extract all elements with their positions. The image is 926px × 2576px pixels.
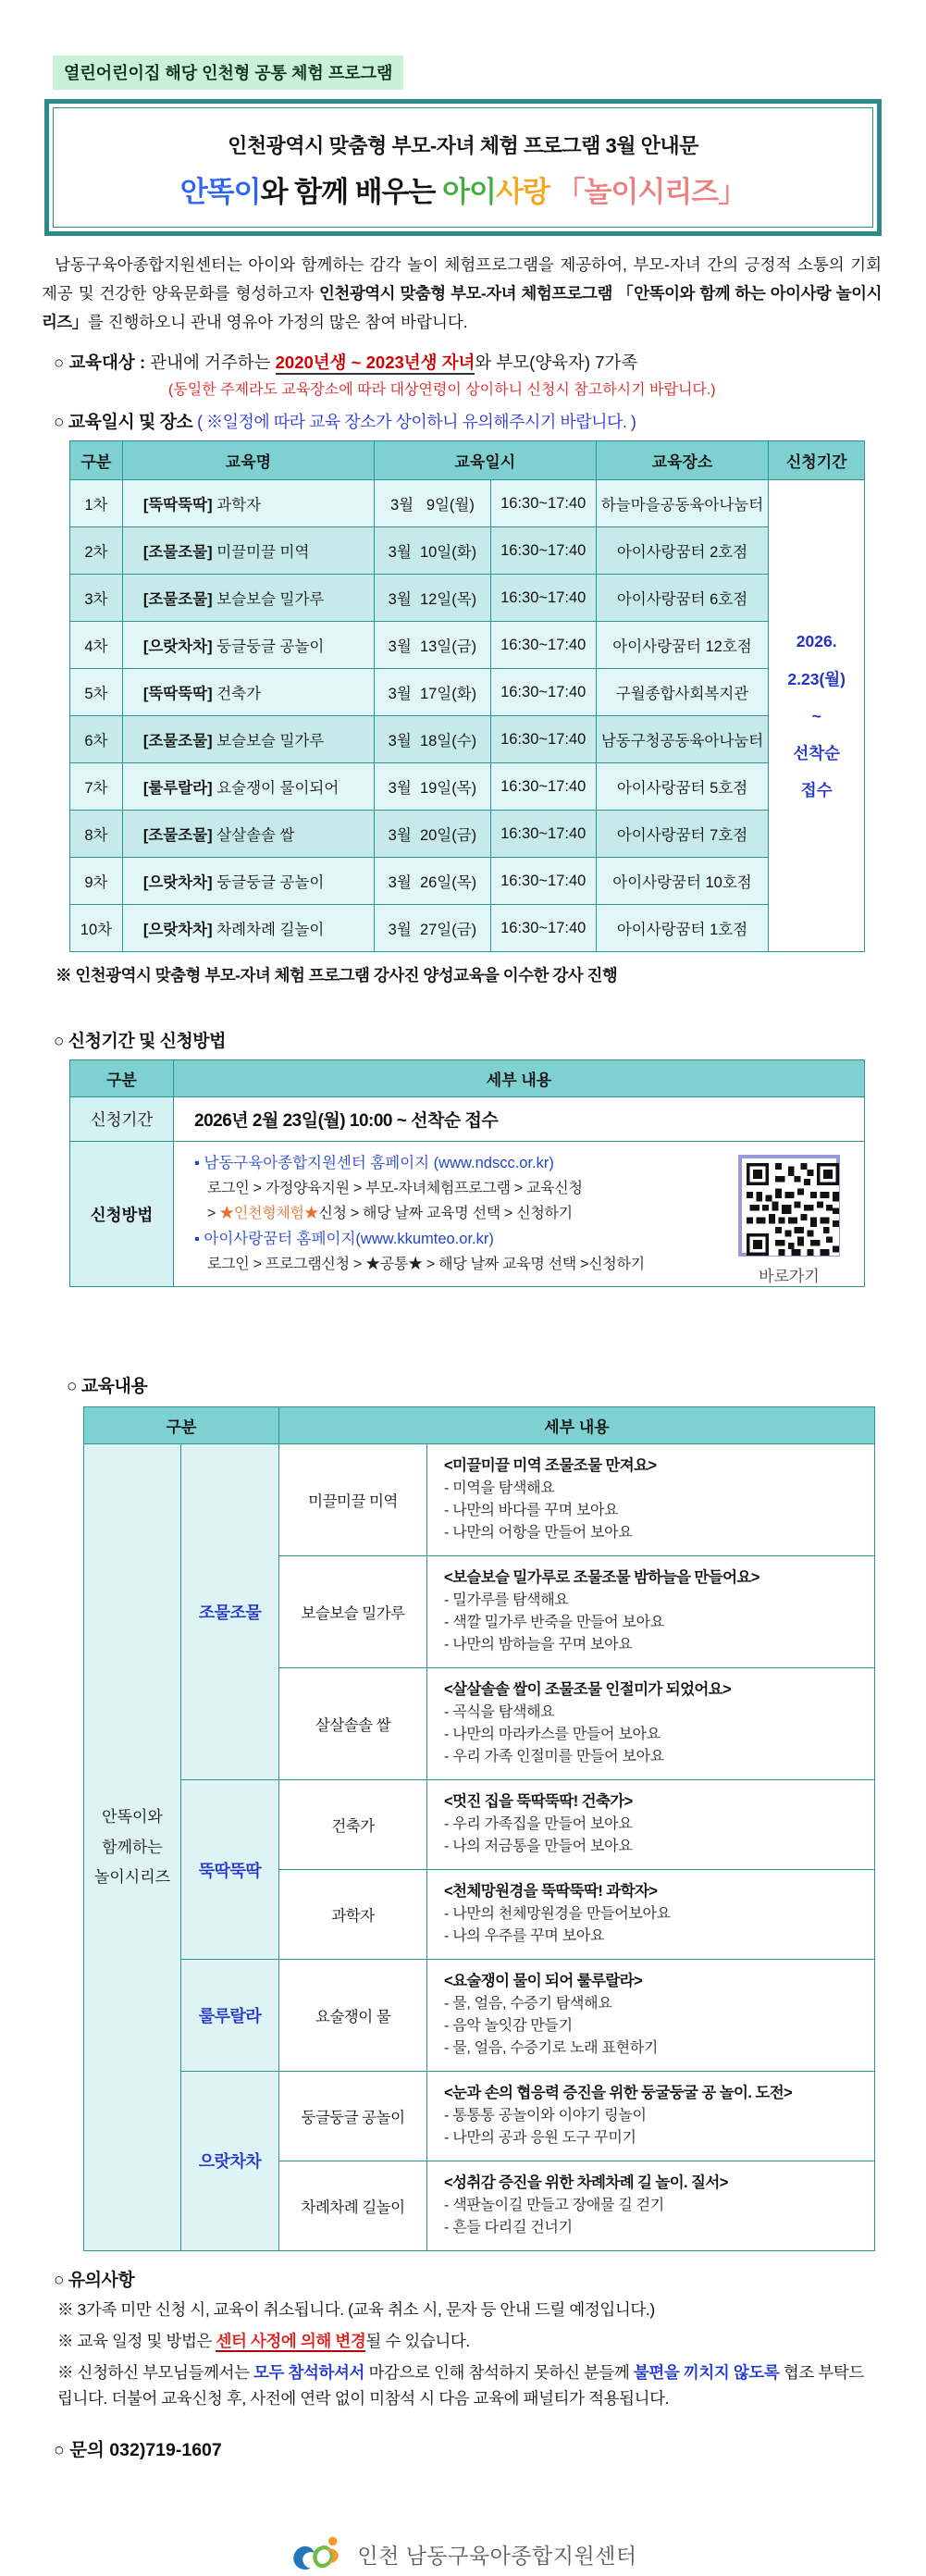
table-row xyxy=(84,1444,875,1556)
cell-place: 아이사랑꿈터 5호점 xyxy=(596,763,769,811)
series-label-cell xyxy=(84,1444,181,2250)
cell-place: 아이사랑꿈터 7호점 xyxy=(596,811,769,858)
cell-date: 3월 27일(금) xyxy=(374,905,490,952)
activity-cell: 살살솔솔 쌀 xyxy=(279,1668,427,1780)
cell-no: 5차 xyxy=(70,669,123,716)
detail-title: <미끌미끌 미역 조물조물 만져요> xyxy=(444,1457,657,1475)
qr-code[interactable] xyxy=(738,1155,840,1257)
site1-path2-star: ★인천형체험★ xyxy=(219,1206,319,1222)
detail-cell xyxy=(427,1444,875,1556)
cell-date: 3월 18일(수) xyxy=(374,716,490,763)
footer-org-name: 인천 남동구육아종합지원센터 xyxy=(357,2544,637,2569)
note3-post: 협조 부탁드립니다. 더불어 교육신청 후, 사전에 연락 없이 미참석 시 다음 교육에 패널티가 적용됩니다. xyxy=(57,2362,864,2408)
content-col-label: 구분 xyxy=(84,1407,279,1444)
note3-mid: 마감으로 인해 참석하지 못하신 분들께 xyxy=(364,2362,634,2382)
detail-bullet: - 나만의 바다를 꾸며 보아요 xyxy=(444,1503,619,1519)
detail-bullet: - 나만의 어항을 만들어 보아요 xyxy=(444,1525,633,1542)
target-line xyxy=(54,350,926,374)
apply-period-value: 2026년 2월 23일(월) 10:00 ~ 선착순 접수 xyxy=(194,1111,499,1132)
cell-place: 아이사랑꿈터 10호점 xyxy=(596,858,769,905)
note2-pre: ※ 교육 일정 및 방법은 xyxy=(57,2331,216,2350)
cell-time: 16:30~17:40 xyxy=(490,763,596,811)
cell-name-title: 살살솔솔 쌀 xyxy=(216,827,295,845)
cell-name-tag: [뚝딱뚝딱] xyxy=(142,497,213,514)
content-col-detail: 세부 내용 xyxy=(279,1407,875,1444)
col-header-no: 구분 xyxy=(70,441,123,480)
site2-link[interactable]: ▪ 아이사랑꿈터 홈페이지(www.kkumteo.or.kr) xyxy=(194,1230,494,1247)
apply-heading: ○ 신청기간 및 신청방법 xyxy=(54,1032,226,1052)
footer xyxy=(0,2533,926,2576)
cell-name xyxy=(122,480,374,527)
table-row xyxy=(70,575,865,622)
intro-seg1: 남동구육아종합지원센터는 아이와 함께하는 감각 놀이 체험프로그램을 제공하여, 부모-자녀 간의 긍정적 소통의 기회 제공 및 건강한 양육문화를 형성하고자 xyxy=(42,255,882,303)
apply-col-detail: 세부 내용 xyxy=(174,1060,865,1097)
table-row xyxy=(70,527,865,575)
cell-place: 구월종합사회복지관 xyxy=(596,669,769,716)
table-row xyxy=(84,1960,875,2072)
detail-bullet: - 통통통 공놀이와 이야기 링놀이 xyxy=(444,2107,647,2124)
title-mascot: 안똑이 xyxy=(179,176,261,208)
apply-method-label-text: 신청방법 xyxy=(90,1205,154,1224)
table-row xyxy=(70,858,865,905)
group-label-eurat: 으랏차차 xyxy=(181,2072,279,2251)
col-header-name: 교육명 xyxy=(122,441,374,480)
activity-cell: 미끌미끌 미역 xyxy=(279,1444,427,1556)
contact-phone: 032)719-1607 xyxy=(109,2439,222,2460)
title-word-ai: 아이 xyxy=(442,176,496,208)
detail-title: <멋진 집을 뚝딱뚝딱! 건축가> xyxy=(444,1793,633,1811)
detail-bullet: - 곡식을 탐색해요 xyxy=(444,1704,555,1721)
col-header-place: 교육장소 xyxy=(596,441,769,480)
cell-name xyxy=(122,669,374,716)
detail-cell xyxy=(427,1668,875,1780)
table-row xyxy=(84,1780,875,1870)
detail-cell xyxy=(427,1960,875,2072)
note2-red: 센터 사정에 의해 변경 xyxy=(216,2331,366,2350)
site1-path2-post: 신청 > 해당 날짜 교육명 선택 > 신청하기 xyxy=(318,1206,573,1222)
detail-cell xyxy=(427,2161,875,2250)
series-line: 안똑이와 xyxy=(102,1808,163,1827)
note-line-1: ※ 3가족 미만 신청 시, 교육이 취소됩니다. (교육 취소 시, 문자 등 안내 드릴 예정입니다.) xyxy=(57,2299,655,2319)
detail-title: <보슬보슬 밀가루로 조물조물 밤하늘을 만들어요> xyxy=(444,1569,759,1587)
cell-name xyxy=(122,811,374,858)
content-header-row xyxy=(84,1407,875,1444)
note-line-2 xyxy=(57,2328,872,2354)
title-box xyxy=(44,99,882,236)
col-header-datetime: 교육일시 xyxy=(374,441,596,480)
cell-place: 아이사랑꿈터 6호점 xyxy=(596,575,769,622)
table-row xyxy=(70,811,865,858)
apply-header-row xyxy=(70,1060,865,1097)
title-series: 「놀이시리즈」 xyxy=(549,176,747,208)
apply-method-cell xyxy=(174,1142,865,1287)
detail-bullet: - 물, 얼음, 수증기 탐색해요 xyxy=(444,1996,612,2012)
target-pre: 관내에 거주하는 xyxy=(150,353,276,373)
col-header-period: 신청기간 xyxy=(769,441,865,480)
schedule-heading-note: ( ※일정에 따라 교육 장소가 상이하니 유의해주시기 바랍니다. ) xyxy=(197,413,636,432)
cell-time: 16:30~17:40 xyxy=(490,527,596,575)
intro-seg2-bold: 인천광역시 맞춤형 부모-자녀 체험프로그램 「안똑이와 함께 하는 아이사랑 놀이시리즈」 xyxy=(42,284,882,332)
detail-title: <요술쟁이 물이 되어 룰루랄라> xyxy=(444,1973,643,1990)
cell-time: 16:30~17:40 xyxy=(490,480,596,527)
title-line1: 인천광역시 맞춤형 부모-자녀 체험 프로그램 3월 안내문 xyxy=(228,134,698,157)
cell-name xyxy=(122,763,374,811)
cell-name xyxy=(122,905,374,952)
note-line-3 xyxy=(57,2359,872,2411)
center-logo-icon xyxy=(289,2533,348,2576)
series-line: 놀이시리즈 xyxy=(93,1867,171,1886)
detail-bullet: - 흔들 다리길 건너기 xyxy=(444,2219,573,2235)
cell-no: 6차 xyxy=(70,716,123,763)
instructor-footnote: ※ 인천광역시 맞춤형 부모-자녀 체험 프로그램 강사진 양성교육을 이수한 강사 진행 xyxy=(56,966,618,985)
cell-name-tag: [뚝딱뚝딱] xyxy=(142,686,213,703)
cell-name xyxy=(122,716,374,763)
table-row xyxy=(70,480,865,527)
cell-name-title: 차례차례 길놀이 xyxy=(216,922,325,939)
cell-time: 16:30~17:40 xyxy=(490,858,596,905)
qr-code-image xyxy=(747,1163,839,1256)
qr-label: 바로가기 xyxy=(759,1268,820,1286)
content-table xyxy=(83,1406,875,2250)
group-label-lullu: 룰루랄라 xyxy=(181,1960,279,2072)
detail-bullet: - 미역을 탐색해요 xyxy=(444,1480,555,1497)
site2-path: 로그인 > 프로그램신청 > ★공통★ > 해당 날짜 교육명 선택 >신청하기 xyxy=(207,1256,645,1272)
detail-bullet: - 색판놀이길 만들고 장애물 길 걷기 xyxy=(444,2197,664,2213)
cell-no: 7차 xyxy=(70,763,123,811)
cell-no: 4차 xyxy=(70,622,123,669)
cell-name-tag: [으랏차차] xyxy=(142,638,213,656)
detail-bullet: - 나의 우주를 꾸며 보아요 xyxy=(444,1928,605,1945)
cell-date: 3월 20일(금) xyxy=(374,811,490,858)
title-inner xyxy=(53,107,873,228)
note3-blue1: 모두 참석하셔서 xyxy=(253,2362,365,2382)
cell-time: 16:30~17:40 xyxy=(490,575,596,622)
table-row xyxy=(70,763,865,811)
target-post: 와 부모(양육자) 7가족 xyxy=(475,353,638,373)
cell-place: 아이사랑꿈터 12호점 xyxy=(596,622,769,669)
cell-name-tag: [으랏차차] xyxy=(142,922,213,939)
cell-name-title: 과학자 xyxy=(216,497,262,514)
activity-cell: 보슬보슬 밀가루 xyxy=(279,1556,427,1668)
cell-name-title: 건축가 xyxy=(216,686,262,703)
cell-name-tag: [룰루랄라] xyxy=(142,780,213,798)
qr-block xyxy=(735,1155,844,1291)
schedule-heading-label: ○ 교육일시 및 장소 xyxy=(54,413,198,433)
detail-bullet: - 색깔 밀가루 반죽을 만들어 보아요 xyxy=(444,1615,664,1631)
cell-name-tag: [조물조물] xyxy=(142,827,213,845)
cell-name-tag: [조물조물] xyxy=(142,591,213,609)
cell-name xyxy=(122,622,374,669)
cell-name-title: 보슬보슬 밀가루 xyxy=(216,733,325,750)
period-line: 2.23(월) xyxy=(787,669,846,688)
content-heading: ○ 교육내용 xyxy=(67,1377,148,1397)
apply-method-label xyxy=(70,1142,174,1287)
activity-cell: 과학자 xyxy=(279,1870,427,1960)
detail-title: <천체망원경을 뚝딱뚝딱! 과학자> xyxy=(444,1883,658,1901)
cell-name xyxy=(122,575,374,622)
intro-seg3: 를 진행하오니 관내 영유아 가정의 많은 참여 바랍니다. xyxy=(87,313,468,332)
detail-title: <성취감 증진을 위한 차례차례 길 놀이. 질서> xyxy=(444,2174,728,2191)
cell-date: 3월 13일(금) xyxy=(374,622,490,669)
cell-time: 16:30~17:40 xyxy=(490,669,596,716)
cell-time: 16:30~17:40 xyxy=(490,716,596,763)
cell-name-title: 미끌미끌 미역 xyxy=(216,544,310,562)
detail-bullet: - 나의 저금통을 만들어 보아요 xyxy=(444,1839,633,1855)
cell-place: 남동구청공동육아나눔터 xyxy=(596,716,769,763)
detail-bullet: - 우리 가족집을 만들어 보아요 xyxy=(444,1816,633,1833)
site1-path2 xyxy=(194,1202,707,1227)
site1-link[interactable]: ▪ 남동구육아종합지원센터 홈페이지 (www.ndscc.or.kr) xyxy=(194,1155,554,1172)
cell-date: 3월 26일(목) xyxy=(374,858,490,905)
period-line: 선착순 xyxy=(793,744,841,763)
schedule-heading xyxy=(54,408,926,433)
notes-heading: ○ 유의사항 xyxy=(54,2270,135,2290)
detail-bullet: - 음악 놀잇감 만들기 xyxy=(444,2018,573,2035)
cell-date: 3월 10일(화) xyxy=(374,527,490,575)
cell-place: 아이사랑꿈터 2호점 xyxy=(596,527,769,575)
activity-cell: 차례차례 길놀이 xyxy=(279,2161,427,2250)
cell-no: 1차 xyxy=(70,480,123,527)
period-line: ~ xyxy=(811,706,821,725)
group-label-ttukttak: 뚝딱뚝딱 xyxy=(181,1780,279,1960)
contact-label: ○ 문의 xyxy=(54,2439,110,2460)
group-label-jomul: 조물조물 xyxy=(181,1444,279,1780)
detail-cell xyxy=(427,1870,875,1960)
table-row xyxy=(84,2072,875,2161)
activity-cell: 요술쟁이 물 xyxy=(279,1960,427,2072)
title-line2 xyxy=(61,168,865,210)
note2-post: 될 수 있습니다. xyxy=(365,2331,470,2350)
note3-pre: ※ 신청하신 부모님들께서는 xyxy=(57,2362,254,2382)
cell-time: 16:30~17:40 xyxy=(490,622,596,669)
series-line: 함께하는 xyxy=(102,1838,163,1856)
table-row xyxy=(70,1097,865,1142)
cell-name-title: 보슬보슬 밀가루 xyxy=(216,591,325,609)
cell-name-tag: [조물조물] xyxy=(142,544,213,562)
table-row xyxy=(70,1142,865,1287)
cell-name-title: 둥글둥글 공놀이 xyxy=(216,638,325,656)
cell-no: 2차 xyxy=(70,527,123,575)
detail-bullet: - 나만의 공과 응원 도구 꾸미기 xyxy=(444,2129,636,2146)
apply-table xyxy=(69,1059,865,1287)
cell-name xyxy=(122,858,374,905)
cell-no: 8차 xyxy=(70,811,123,858)
detail-title: <살살솔솔 쌀이 조물조물 인절미가 되었어요> xyxy=(444,1681,732,1699)
cell-date: 3월 17일(화) xyxy=(374,669,490,716)
detail-cell xyxy=(427,1780,875,1870)
target-label: ○ 교육대상 : xyxy=(54,353,151,373)
cell-name-tag: [조물조물] xyxy=(142,733,213,750)
program-badge: 열린어린이집 해당 인천형 공통 체험 프로그램 xyxy=(53,56,403,90)
detail-cell xyxy=(427,1556,875,1668)
detail-bullet: - 나만의 천체망원경을 만들어보아요 xyxy=(444,1906,671,1923)
schedule-header-row xyxy=(70,441,865,480)
cell-time: 16:30~17:40 xyxy=(490,905,596,952)
cell-name-tag: [으랏차차] xyxy=(142,874,213,892)
cell-date: 3월 12일(목) xyxy=(374,575,490,622)
cell-date: 3월 9일(월) xyxy=(374,480,490,527)
cell-no: 9차 xyxy=(70,858,123,905)
intro-paragraph xyxy=(42,251,882,337)
activity-cell: 둥글둥글 공놀이 xyxy=(279,2072,427,2161)
cell-place: 하늘마을공동육아나눔터 xyxy=(596,480,769,527)
detail-title: <눈과 손의 협응력 증진을 위한 둥굴둥굴 공 놀이. 도전> xyxy=(444,2085,793,2102)
table-row xyxy=(70,622,865,669)
cell-date: 3월 19일(목) xyxy=(374,763,490,811)
site1-path2-pre: > xyxy=(207,1206,220,1222)
cell-place: 아이사랑꿈터 1호점 xyxy=(596,905,769,952)
cell-name-title: 요술쟁이 물이되어 xyxy=(216,780,340,798)
detail-cell xyxy=(427,2072,875,2161)
table-row xyxy=(70,905,865,952)
apply-period-label: 신청기간 xyxy=(70,1097,174,1142)
detail-bullet: - 우리 가족 인절미를 만들어 보아요 xyxy=(444,1749,664,1765)
table-row xyxy=(70,669,865,716)
period-line: 2026. xyxy=(796,632,837,651)
detail-bullet: - 나만의 마라카스를 만들어 보아요 xyxy=(444,1727,661,1743)
cell-apply-period xyxy=(769,480,865,952)
table-row xyxy=(70,716,865,763)
site1-path1: 로그인 > 가정양육지원 > 부모-자녀체험프로그램 > 교육신청 xyxy=(207,1181,583,1197)
target-highlight: 2020년생 ~ 2023년생 자녀 xyxy=(276,353,475,375)
title-mid: 와 함께 배우는 xyxy=(260,176,443,208)
cell-time: 16:30~17:40 xyxy=(490,811,596,858)
apply-col-label: 구분 xyxy=(70,1060,174,1097)
title-word-sarang: 사랑 xyxy=(496,176,549,208)
detail-bullet: - 물, 얼음, 수증기로 노래 표현하기 xyxy=(444,2040,659,2057)
detail-bullet: - 밀가루를 탐색해요 xyxy=(444,1592,569,1609)
cell-name xyxy=(122,527,374,575)
cell-name-title: 둥글둥글 공놀이 xyxy=(216,874,325,892)
note3-blue2: 불편을 끼치지 않도록 xyxy=(633,2362,780,2382)
cell-no: 3차 xyxy=(70,575,123,622)
period-line: 접수 xyxy=(800,781,833,800)
cell-no: 10차 xyxy=(70,905,123,952)
activity-cell: 건축가 xyxy=(279,1780,427,1870)
schedule-table xyxy=(69,440,865,952)
detail-bullet: - 나만의 밤하늘을 꾸며 보아요 xyxy=(444,1637,633,1653)
contact-line xyxy=(54,2435,926,2461)
target-note: (동일한 주제라도 교육장소에 따라 대상연령이 상이하니 신청시 참고하시기 바랍니다.) xyxy=(168,382,716,399)
